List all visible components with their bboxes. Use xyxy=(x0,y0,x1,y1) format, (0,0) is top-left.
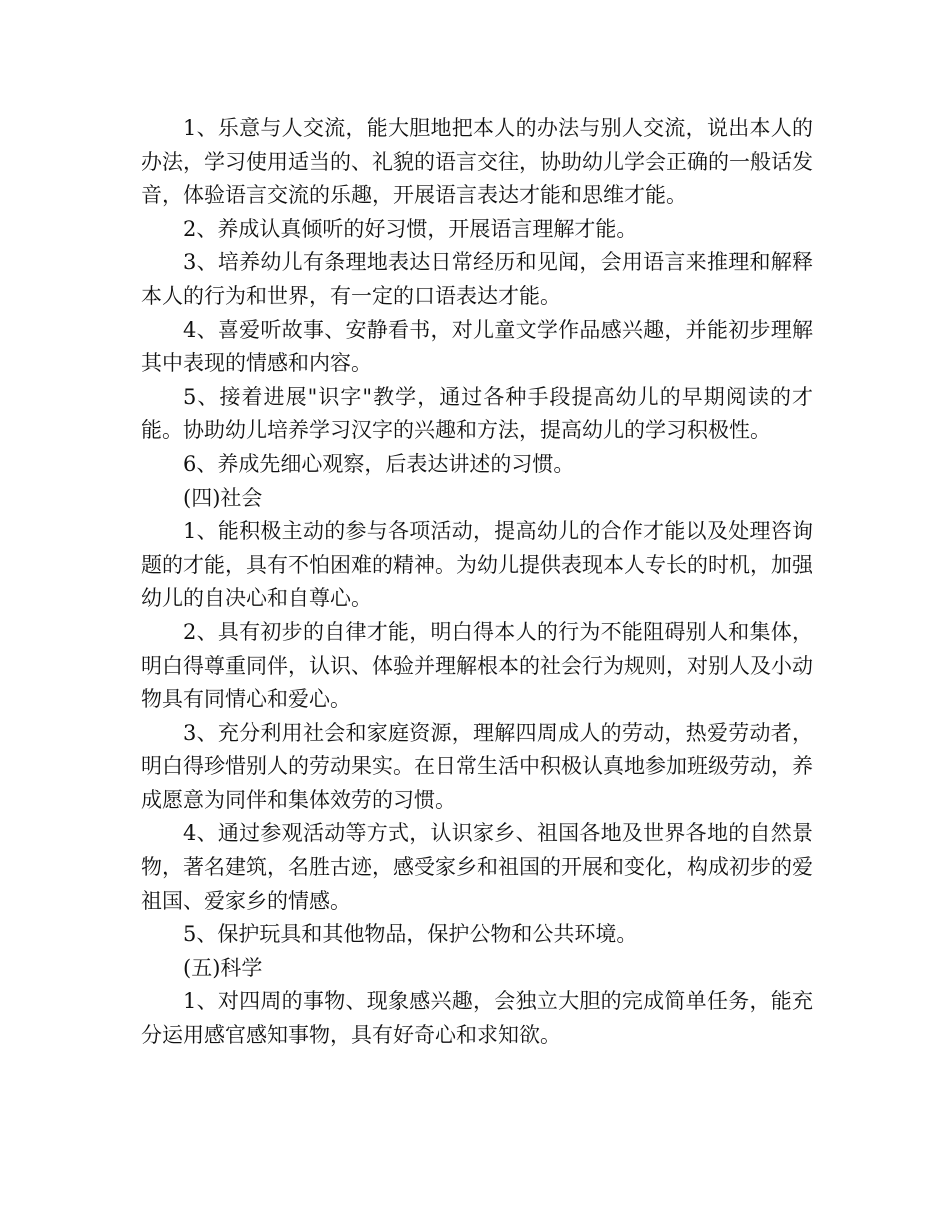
paragraph-language-4: 4、喜爱听故事、安静看书，对儿童文学作品感兴趣，并能初步理解其中表现的情感和内容。 xyxy=(141,317,813,376)
paragraph-language-3: 3、培养幼儿有条理地表达日常经历和见闻，会用语言来推理和解释本人的行为和世界，有一定的口语表达才能。 xyxy=(141,250,813,308)
paragraph-social-3: 3、充分利用社会和家庭资源，理解四周成人的劳动，热爱劳动者，明白得珍惜别人的劳动果实。在日常生活中积极认真地参加班级劳动，养成愿意为同伴和集体效劳的习惯。 xyxy=(141,720,813,812)
document-page xyxy=(141,112,813,1053)
paragraph-language-1: 1、乐意与人交流，能大胆地把本人的办法与别人交流，说出本人的办法，学习使用适当的、礼貌的语言交往，协助幼儿学会正确的一般话发音，体验语言交流的乐趣，开展语言表达才能和思维才能。 xyxy=(141,116,813,208)
paragraph-language-2: 2、养成认真倾听的好习惯，开展语言理解才能。 xyxy=(183,216,638,241)
paragraph-science-1: 1、对四周的事物、现象感兴趣，会独立大胆的完成简单任务，能充分运用感官感知事物，具有好奇心和求知欲。 xyxy=(141,989,813,1048)
paragraph-social-2: 2、具有初步的自律才能，明白得本人的行为不能阻碍别人和集体，明白得尊重同伴，认识、体验并理解根本的社会行为规则，对别人及小动物具有同情心和爱心。 xyxy=(141,619,813,712)
paragraph-language-5: 5、接着进展"识字"教学，通过各种手段提高幼儿的早期阅读的才能。协助幼儿培养学习汉字的兴趣和方法，提高幼儿的学习积极性。 xyxy=(141,384,813,443)
section-heading-science: (五)科学 xyxy=(183,955,263,980)
section-heading-social: (四)社会 xyxy=(183,485,263,510)
paragraph-language-6: 6、养成先细心观察，后表达讲述的习惯。 xyxy=(183,451,575,476)
paragraph-social-4: 4、通过参观活动等方式，认识家乡、祖国各地及世界各地的自然景物，著名建筑，名胜古迹，感受家乡和祖国的开展和变化，构成初步的爱祖国、爱家乡的情感。 xyxy=(141,821,813,913)
paragraph-social-1: 1、能积极主动的参与各项活动，提高幼儿的合作才能以及处理咨询题的才能，具有不怕困难的精神。为幼儿提供表现本人专长的时机，加强幼儿的自决心和自尊心。 xyxy=(141,519,813,611)
paragraph-social-5: 5、保护玩具和其他物品，保护公物和公共环境。 xyxy=(183,922,638,947)
